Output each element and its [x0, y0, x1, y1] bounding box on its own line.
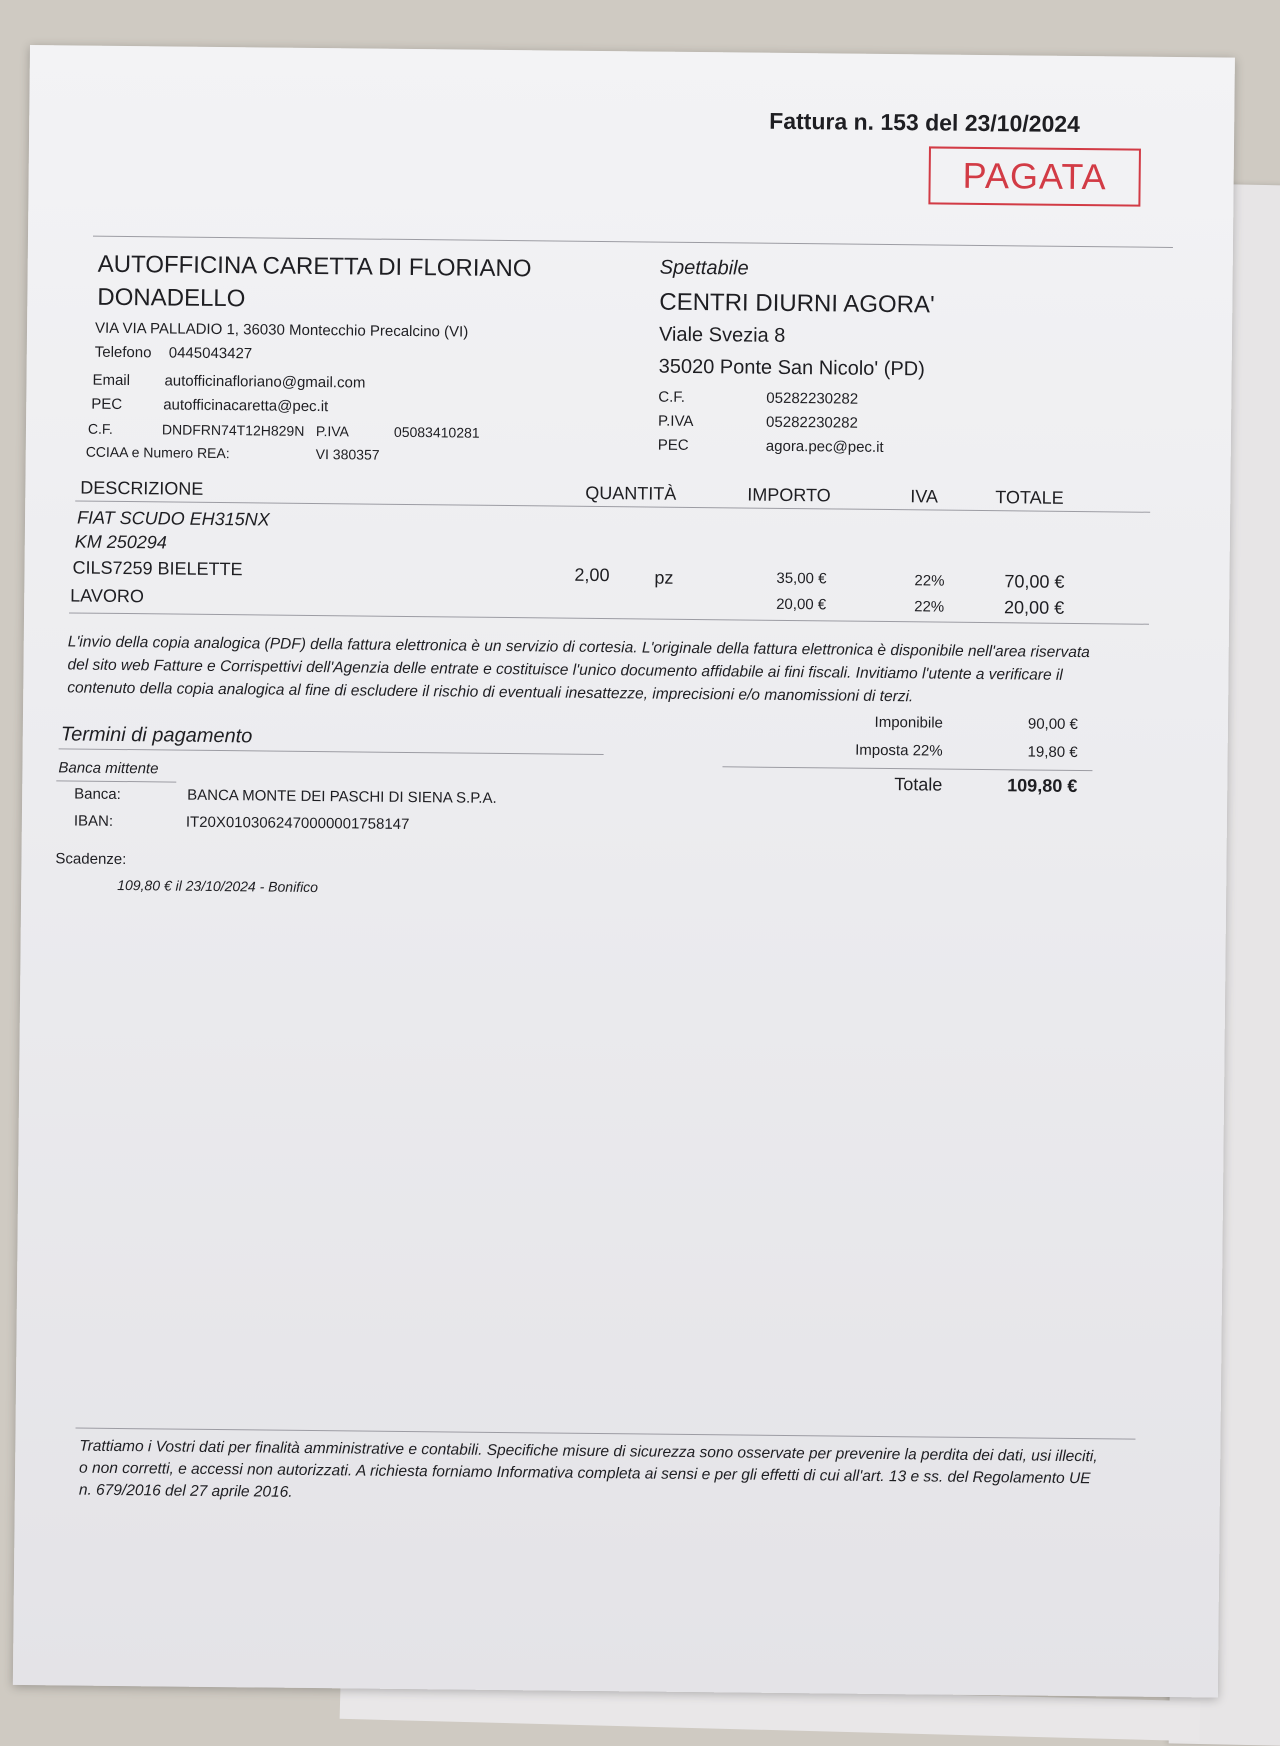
customer-street: Viale Svezia 8 — [658, 323, 786, 347]
customer-city: 35020 Ponte San Nicolo' (PD) — [658, 355, 925, 381]
bank-label: Banca: — [74, 785, 121, 803]
totals-divider — [722, 766, 1092, 771]
row-importo: 35,00 € — [776, 569, 827, 588]
supplier-email: autofficinafloriano@gmail.com — [164, 372, 366, 392]
invoice-page — [13, 45, 1235, 1698]
bank-section-underline — [56, 780, 176, 782]
col-header-quantita: QUANTITÀ — [585, 482, 677, 504]
supplier-rea-label: CCIAA e Numero REA: — [85, 443, 230, 462]
supplier-email-label: Email — [92, 371, 131, 390]
supplier-piva-label: P.IVA — [315, 423, 350, 440]
row-iva: 22% — [914, 598, 945, 616]
imposta-label: Imposta 22% — [855, 741, 943, 760]
totale-label: Totale — [894, 774, 943, 795]
supplier-cf-label: C.F. — [87, 420, 113, 437]
customer-cf: 05282230282 — [766, 389, 859, 408]
customer-pec-label: PEC — [657, 436, 689, 454]
supplier-address: VIA VIA PALLADIO 1, 36030 Montecchio Precalcino (VI) — [94, 319, 469, 341]
supplier-pec: autofficinacaretta@pec.it — [163, 396, 329, 416]
col-header-importo: IMPORTO — [747, 484, 831, 506]
payment-terms-heading: Termini di pagamento — [60, 723, 253, 748]
copy-notice: L'invio della copia analogica (PDF) della fattura elettronica è un servizio di cortesia. L'originale della fattura elettronica è disponibile nell'area riservata del sito web Fatture e Corrispettivi dell'Agenzia delle entrate e costituisce l'unico documento affidabile ai fini fiscali. Invitiamo l'utente a verificare il contenuto della copia analogica al fine di escludere il rischio di eventuali inesattezze, imprecisioni e/o manomissioni di terzi. — [67, 633, 1090, 706]
row-importo: 20,00 € — [776, 595, 827, 614]
header-divider — [93, 236, 1173, 248]
supplier-name-line2: DONADELLO — [97, 283, 246, 313]
vehicle-line1: FIAT SCUDO EH315NX — [76, 507, 270, 530]
bank-name: BANCA MONTE DEI PASCHI DI SIENA S.P.A. — [187, 786, 497, 807]
row-totale: 20,00 € — [1003, 597, 1065, 618]
imposta-value: 19,80 € — [1027, 743, 1078, 762]
row-iva: 22% — [914, 572, 945, 590]
iban-label: IBAN: — [73, 812, 114, 830]
payment-terms-divider — [59, 748, 604, 755]
customer-piva: 05282230282 — [766, 413, 858, 432]
imponibile-value: 90,00 € — [1027, 715, 1079, 734]
col-header-totale: TOTALE — [995, 487, 1064, 508]
paid-stamp: PAGATA — [928, 146, 1141, 206]
due-label: Scadenze: — [55, 850, 127, 869]
due-value: 109,80 € il 23/10/2024 - Bonifico — [117, 876, 319, 896]
supplier-cf: DNDFRN74T12H829N — [161, 421, 305, 439]
iban-value: IT20X0103062470000001758147 — [185, 813, 410, 834]
customer-piva-label: P.IVA — [658, 412, 694, 430]
supplier-name-line1: AUTOFFICINA CARETTA DI FLORIANO — [97, 250, 532, 283]
vehicle-line2: KM 250294 — [74, 531, 167, 553]
supplier-piva: 05083410281 — [393, 423, 480, 441]
col-header-descrizione: DESCRIZIONE — [80, 477, 204, 499]
supplier-rea: VI 380357 — [315, 446, 380, 463]
customer-pec: agora.pec@pec.it — [765, 437, 884, 456]
row-totale: 70,00 € — [1004, 571, 1065, 592]
row-description: LAVORO — [70, 585, 145, 607]
totale-value: 109,80 € — [1007, 775, 1078, 797]
supplier-phone-label: Telefono — [94, 343, 152, 362]
row-unit: pz — [654, 567, 674, 588]
supplier-pec-label: PEC — [91, 395, 123, 413]
customer-name: CENTRI DIURNI AGORA' — [659, 288, 935, 319]
customer-cf-label: C.F. — [658, 388, 686, 406]
privacy-footer: Trattiamo i Vostri dati per finalità amministrative e contabili. Specifiche misure di sicurezza sono osservate per prevenire la perdita dei dati, usi illeciti, o non corretti, e accessi non autorizzati. A richiesta forniamo Informativa completa ai sensi e per gli effetti di cui all'art. 13 e ss. del Regolamento UE n. 679/2016 del 27 aprile 2016. — [78, 1437, 1098, 1501]
row-quantity: 2,00 — [574, 564, 610, 586]
row-description: CILS7259 BIELETTE — [72, 557, 243, 580]
customer-heading: Spettabile — [659, 256, 749, 280]
bank-section-label: Banca mittente — [58, 759, 159, 778]
col-header-iva: IVA — [910, 486, 939, 507]
invoice-title: Fattura n. 153 del 23/10/2024 — [769, 107, 1081, 137]
supplier-phone: 0445043427 — [168, 344, 253, 363]
imponibile-label: Imponibile — [874, 713, 944, 732]
